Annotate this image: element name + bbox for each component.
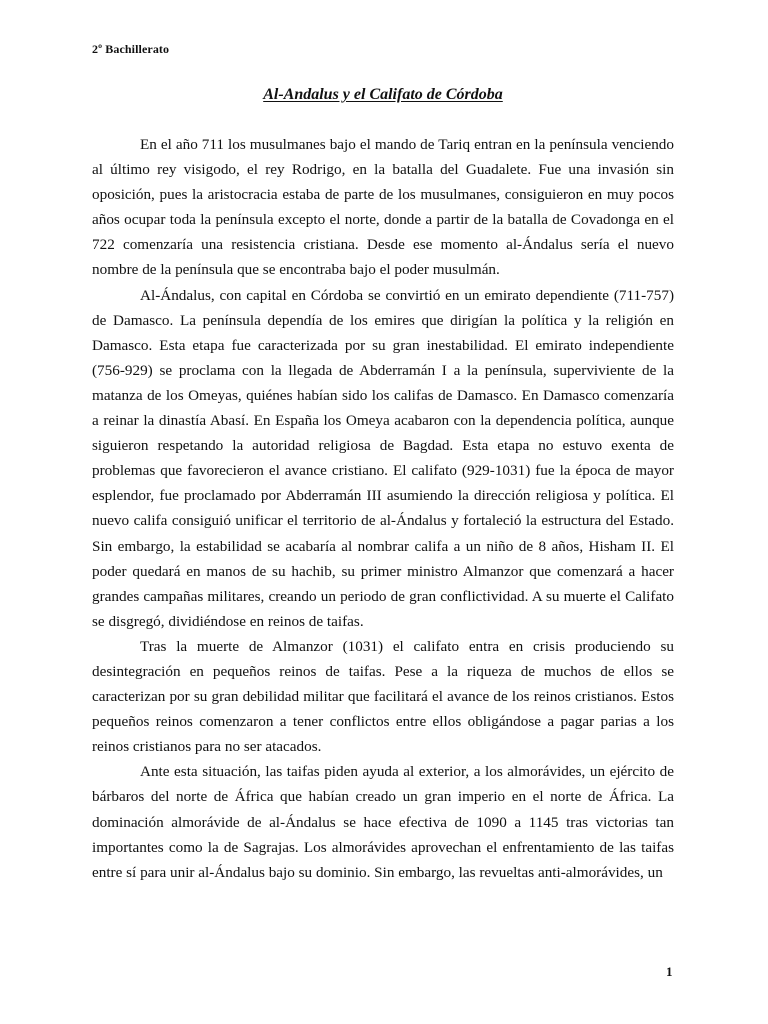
paragraph-1: En el año 711 los musulmanes bajo el mando de Tariq entran en la península venciendo al último rey visigodo, el rey Rodrigo, en la batalla del Guadalete. Fue una invasión sin oposición, pues la aristocracia estaba de parte de los musulmanes, consiguieron en muy pocos años ocupar toda la península excepto el norte, donde a partir de la batalla de Covadonga en el 722 comenzaría una resistencia cristiana. Desde ese momento al-Ándalus sería el nuevo nombre de la península que se encontraba bajo el poder musulmán. [92,136,674,279]
document-title: Al-Andalus y el Califato de Córdoba [263,86,503,103]
document-body [92,132,674,885]
page-number: 1 [666,964,673,979]
paragraph-3: Tras la muerte de Almanzor (1031) el califato entra en crisis produciendo su desintegración en pequeños reinos de taifas. Pese a la riqueza de muchos de ellos se caracterizan por su gran debilidad militar que facilitará el avance de los reinos cristianos. Estos pequeños reinos comenzaron a tener conflictos entre ellos obligándose a pagar parias a los reinos cristianos para no ser atacados. [92,637,674,756]
paragraph-2: Al-Ándalus, con capital en Córdoba se convirtió en un emirato dependiente (711-757) de Damasco. La península dependía de los emires que dirigían la política y la religión en Damasco. Esta etapa fue caracterizada por su gran inestabilidad. El emirato independiente (756-929) se proclama con la llegada de Abderramán I a la península, superviviente de la matanza de los Omeyas, quiénes habían sido los califas de Damasco. En Damasco comenzaría a reinar la dinastía Abasí. En España los Omeya acabaron con la dependencia política, aunque siguieron respetando la autoridad religiosa de Bagdad. Esta etapa no estuvo exenta de problemas que favorecieron el avance cristiano. El califato (929-1031) fue la época de mayor esplendor, fue proclamado por Abderramán III asumiendo la dirección religiosa y política. El nuevo califa consiguió unificar el territorio de al-Ándalus y fortaleció la estructura del Estado. Sin embargo, la estabilidad se acabaría al nombrar califa a un niño de 8 años, Hisham II. El poder quedará en manos de su hachib, su primer ministro Almanzor que comenzará a hacer grandes campañas militares, creando un periodo de gran conflictividad. A su muerte el Califato se disgregó, dividiéndose en reinos de taifas. [92,286,674,630]
paragraph-4: Ante esta situación, las taifas piden ayuda al exterior, a los almorávides, un ejército de bárbaros del norte de África que habían creado un gran imperio en el norte de África. La dominación almorávide de al-Ándalus se hace efectiva de 1090 a 1145 tras victorias tan importantes como la de Sagrajas. Los almorávides aprovechan el enfrentamiento de las taifas entre sí para unir al-Ándalus bajo su dominio. Sin embargo, las revueltas anti-almorávides, un [92,763,674,881]
document-header: 2º Bachillerato [92,42,170,56]
